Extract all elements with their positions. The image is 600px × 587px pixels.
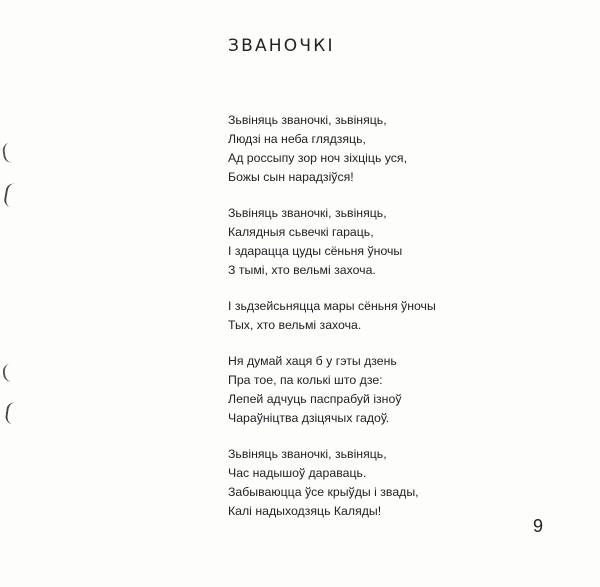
poem-line: Калядныя сьвечкі гараць, <box>228 225 374 239</box>
binding-staple-mark <box>5 401 18 424</box>
poem-line: Чараўніцтва дзіцячых гадоў. <box>228 411 390 425</box>
poem-line: З тымі, хто вельмі захоча. <box>228 263 376 277</box>
poem-line: І здарацца цуды сёньня ўночы <box>228 244 403 258</box>
poem-line: Зьвіняць званочкі, зьвіняць, <box>228 206 387 220</box>
poem-line: Пра тое, па колькі што дзе: <box>228 373 383 387</box>
stanza-2 <box>228 204 558 280</box>
poem-line: Забываюцца ўсе крыўды і звады, <box>228 485 419 499</box>
poem-line: Ня думай хаця б у гэты дзень <box>228 354 397 368</box>
binding-staple-mark <box>2 142 15 163</box>
poem-line: І зьдзейсьняцца мары сёньня ўночы <box>228 299 436 313</box>
binding-staple-mark <box>3 182 17 207</box>
page-number: 9 <box>533 516 544 536</box>
stanza-5 <box>228 445 558 521</box>
poem-line: Час надышоў дараваць. <box>228 466 367 480</box>
stanza-4 <box>228 352 558 428</box>
poem-line: Зьвіняць званочкі, зьвіняць, <box>228 113 387 127</box>
poem-line: Зьвіняць званочкі, зьвіняць, <box>228 447 387 461</box>
poem-body <box>228 111 558 538</box>
stanza-1 <box>228 111 558 187</box>
stanza-3 <box>228 297 558 335</box>
poem-line: Ад россыпу зор ноч зіхціць уся, <box>228 151 408 165</box>
poem-line: Калі надыходзяць Каляды! <box>228 504 382 518</box>
binding-staple-mark <box>2 364 14 383</box>
poem-line: Лепей адчуць паспрабуй ізноў <box>228 392 402 406</box>
poem-title: ЗВАНОЧКІ <box>228 36 335 56</box>
poem-line: Людзі на неба глядзяць, <box>228 132 366 146</box>
poem-line: Тых, хто вельмі захоча. <box>228 318 362 332</box>
poem-line: Божы сын нарадзіўся! <box>228 170 354 184</box>
